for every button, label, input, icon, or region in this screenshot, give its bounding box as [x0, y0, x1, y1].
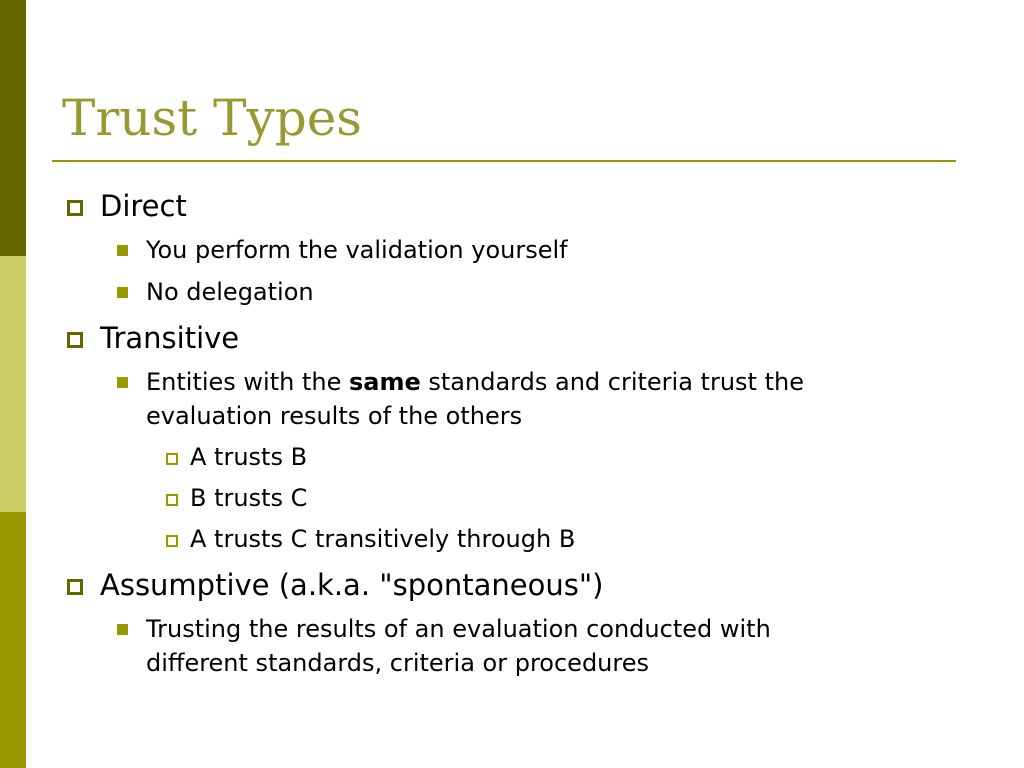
hollow-square-bullet-icon [67, 200, 83, 216]
sidebar-stripe-middle [0, 256, 26, 512]
subbullet-assumptive-line2: different standards, criteria or procedures [146, 649, 650, 677]
subbullet-transitive-line2: evaluation results of the others [146, 402, 523, 430]
subbullet-transitive-line1 [146, 365, 804, 399]
text-segment: standards and criteria trust the [420, 368, 804, 396]
subbullet-direct-1: You perform the validation yourself [146, 236, 568, 264]
hollow-square-bullet-icon [67, 332, 83, 348]
hollow-square-bullet-icon [67, 579, 83, 595]
sidebar-stripe-top [0, 0, 26, 256]
filled-square-bullet-icon [117, 624, 128, 635]
title-divider [52, 160, 956, 162]
example-1: A trusts B [190, 443, 308, 471]
filled-square-bullet-icon [117, 287, 128, 298]
text-segment: Entities with the [146, 368, 349, 396]
sidebar-stripe-bottom [0, 512, 26, 768]
bullet-direct: Direct [100, 189, 187, 223]
bullet-transitive: Transitive [100, 321, 240, 355]
small-hollow-square-bullet-icon [166, 494, 178, 506]
slide-title: Trust Types [62, 89, 362, 147]
emphasis-same: same [349, 368, 421, 396]
filled-square-bullet-icon [117, 245, 128, 256]
subbullet-assumptive-line1: Trusting the results of an evaluation conducted with [146, 615, 771, 643]
example-3: A trusts C transitively through B [190, 525, 576, 553]
filled-square-bullet-icon [117, 377, 128, 388]
small-hollow-square-bullet-icon [166, 453, 178, 465]
bullet-assumptive: Assumptive (a.k.a. "spontaneous") [100, 568, 604, 602]
subbullet-direct-2: No delegation [146, 278, 314, 306]
small-hollow-square-bullet-icon [166, 535, 178, 547]
example-2: B trusts C [190, 484, 308, 512]
